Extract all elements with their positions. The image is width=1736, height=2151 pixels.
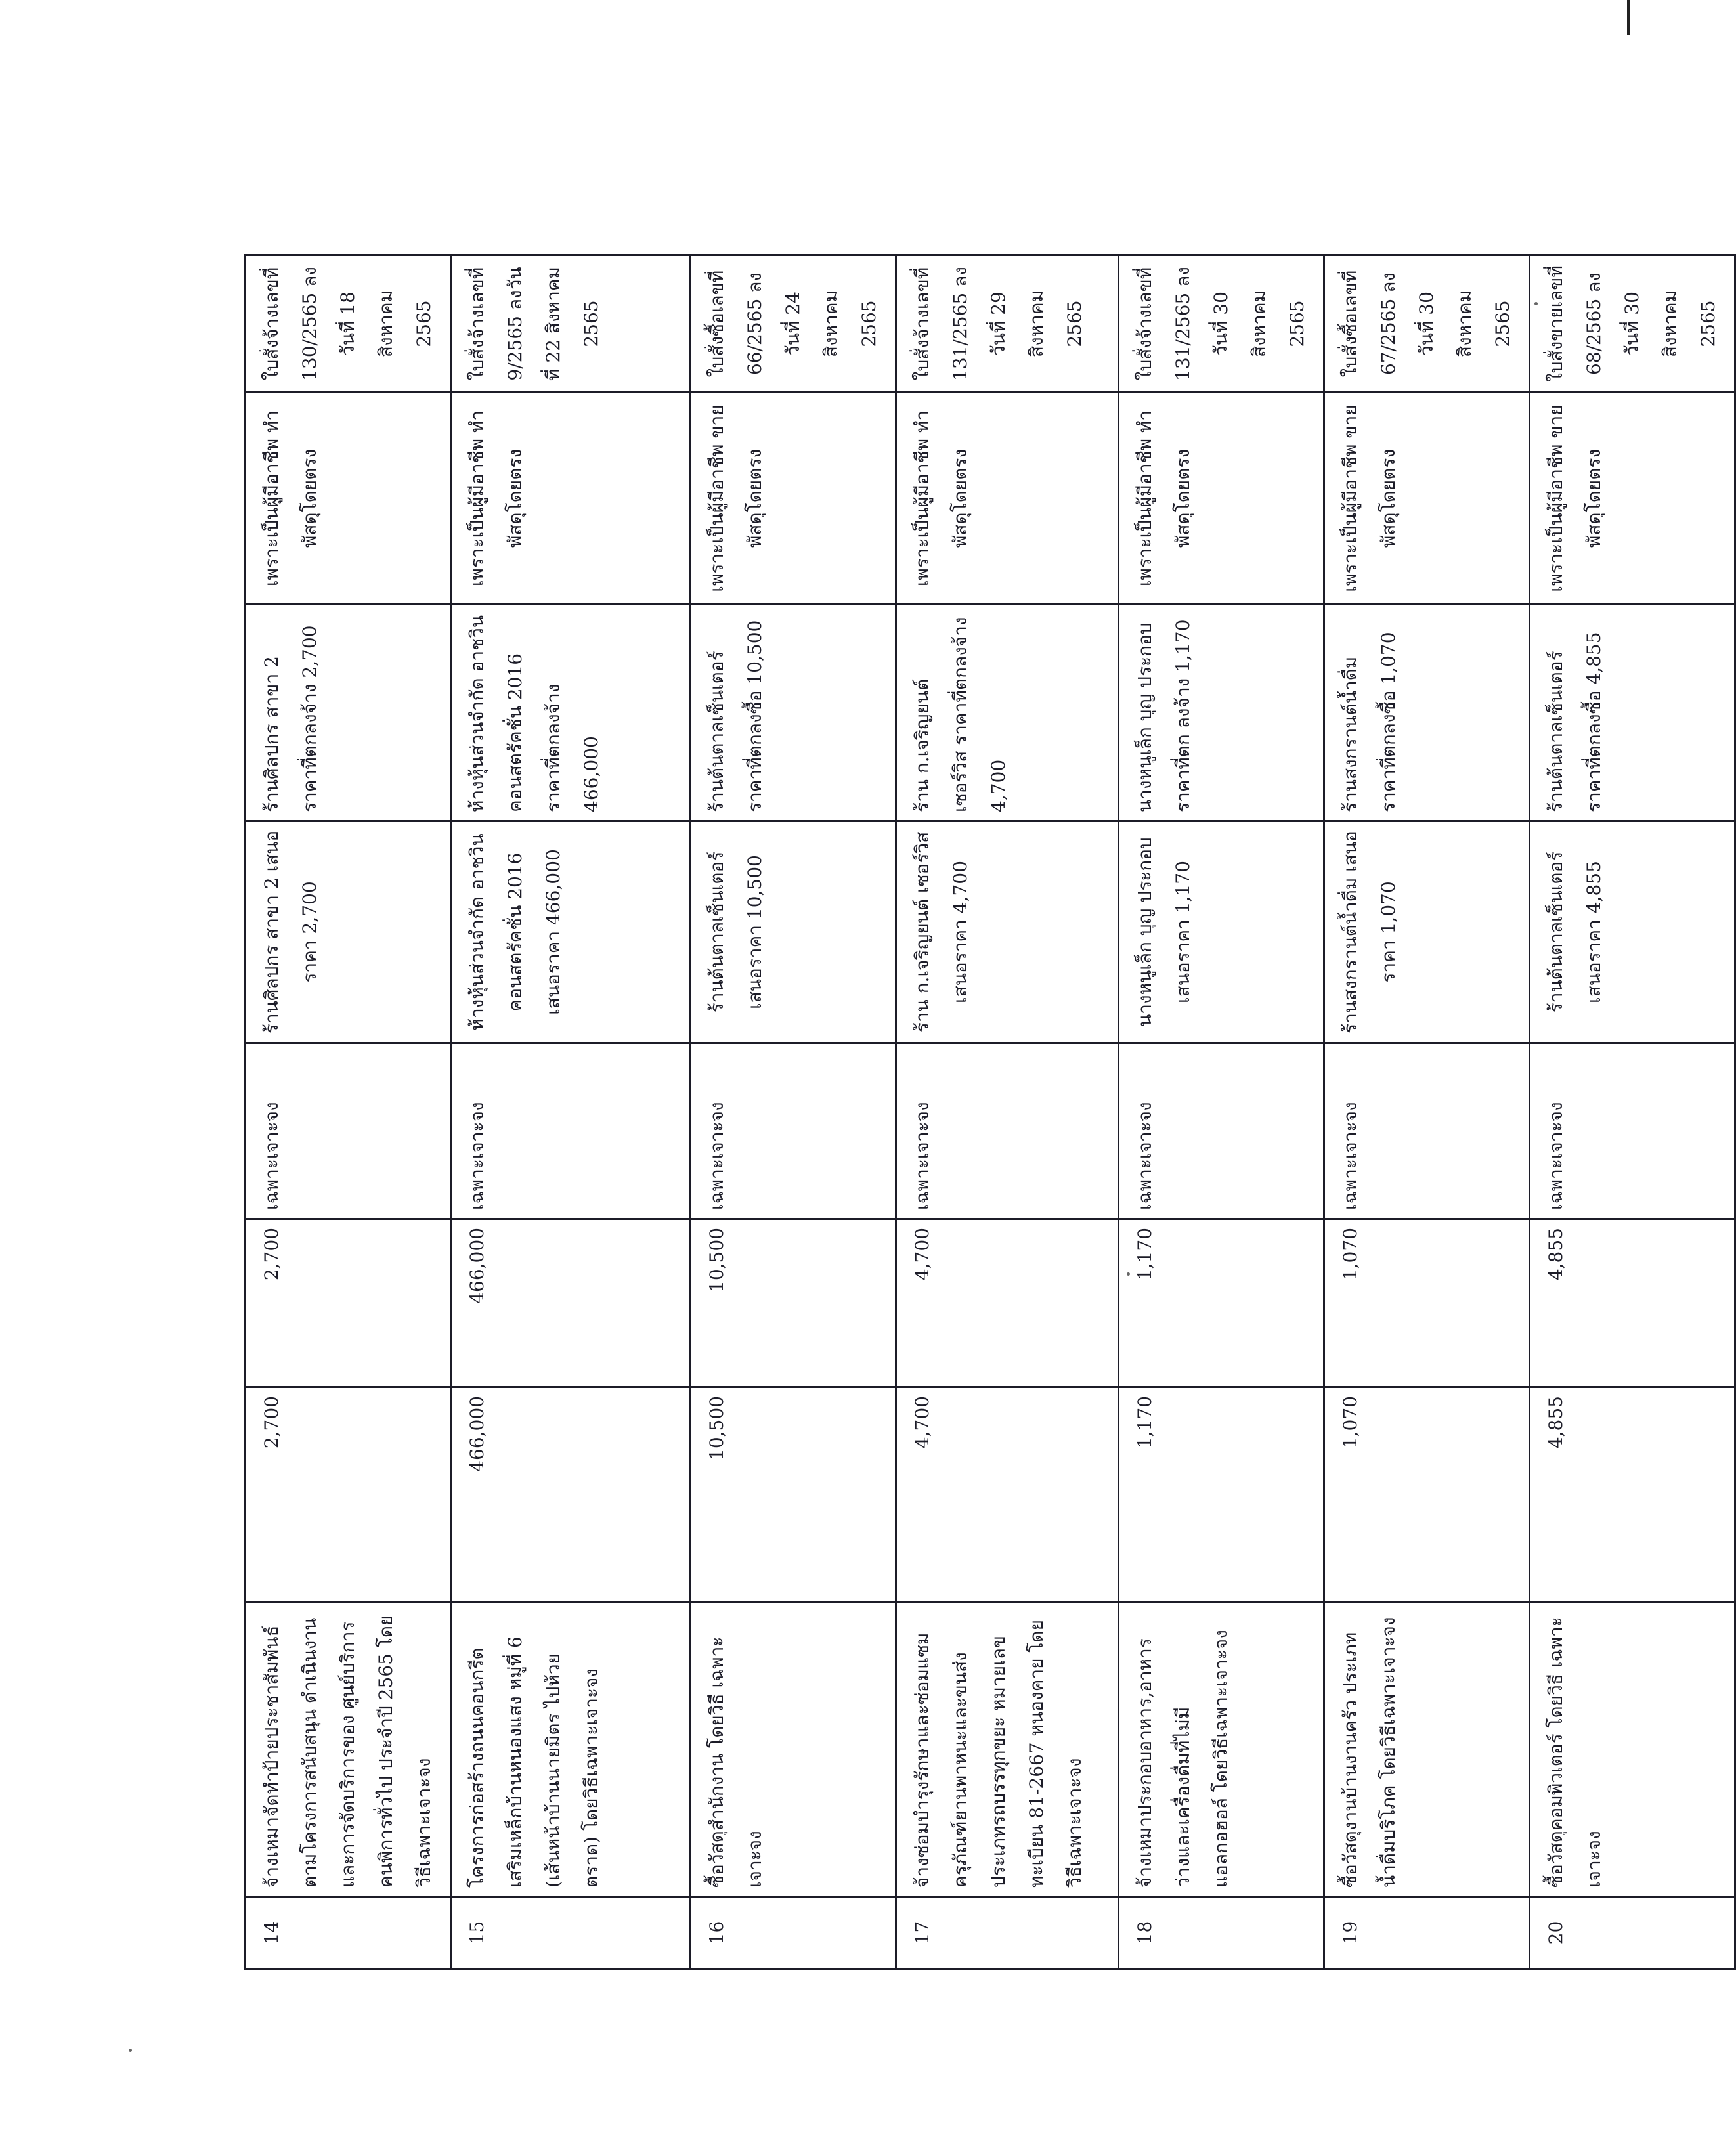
selected-vendor-cell: ร้าน ก.เจริญยนต์ เซอร์วิส ราคาที่ตกลงจ้าง 4,700 (896, 605, 1119, 821)
row-number-cell: 16 (691, 1897, 896, 1969)
item-description-cell: ซื้อวัสดุงานบ้านงานครัว ประเภท น้ำดื่มบริโภค โดยวิธีเฉพาะเจาะจง (1324, 1603, 1530, 1897)
selected-vendor-cell: ร้านสงกรานต์น้ำดื่ม ราคาที่ตกลงซื้อ 1,070 (1324, 605, 1530, 821)
row-number-cell: 17 (896, 1897, 1119, 1969)
median-price-cell: 4,700 (896, 1219, 1119, 1387)
bidder-offer-cell: ร้าน ก.เจริญยนต์ เซอร์วิส เสนอราคา 4,700 (896, 821, 1119, 1043)
bidder-offer-cell: ร้านศิลปกร สาขา 2 เสนอราคา 2,700 (246, 821, 451, 1043)
selected-vendor-cell: ร้านต้นตาลเซ็นเตอร์ ราคาที่ตกลงซื้อ 4,855 (1530, 605, 1735, 821)
selected-vendor-cell: นางหนูเล็ก บุญ ประกอบ ราคาที่ตก ลงจ้าง 1,170 (1119, 605, 1324, 821)
table-row (246, 255, 451, 1969)
row-number-cell: 19 (1324, 1897, 1530, 1969)
rotated-page (244, 256, 1719, 1970)
item-description-cell: โครงการก่อสร้างถนนคอนกรีต เสริมเหล็กบ้านหนองแสง หมู่ที่ 6 (เส้นหน้าบ้านนายมิตร ไปห้วยตราด) โดยวิธีเฉพาะเจาะจง (451, 1603, 691, 1897)
bidder-offer-cell: นางหนูเล็ก บุญ ประกอบ เสนอราคา 1,170 (1119, 821, 1324, 1043)
contract-reference-cell: ใบสั่งจ้างเลขที่ 9/2565 ลงวันที่ 22 สิงหาคม 2565 (451, 255, 691, 393)
median-price-cell: 1,070 (1324, 1219, 1530, 1387)
selection-reason-cell: เพราะเป็นผู้มีอาชีพ ขายพัสดุโดยตรง (1530, 393, 1735, 605)
procurement-method-cell: เฉพาะเจาะจง (896, 1043, 1119, 1219)
procurement-method-cell: เฉพาะเจาะจง (246, 1043, 451, 1219)
table-row (691, 255, 896, 1969)
item-description-cell: จ้างซ่อมบำรุงรักษาและซ่อมแซม ครุภัณฑ์ยานพาหนะและขนส่ง ประเภทรถบรรทุกขยะ หมายเลข ทะเบียน 81-2667 หนองคาย โดย วิธีเฉพาะเจาะจง (896, 1603, 1119, 1897)
procurement-method-cell: เฉพาะเจาะจง (451, 1043, 691, 1219)
procurement-method-cell: เฉพาะเจาะจง (1324, 1043, 1530, 1219)
table-row (1530, 255, 1735, 1969)
procurement-method-cell: เฉพาะเจาะจง (691, 1043, 896, 1219)
selection-reason-cell: เพราะเป็นผู้มีอาชีพ ขายพัสดุโดยตรง (1324, 393, 1530, 605)
median-price-cell: 1,170 (1119, 1219, 1324, 1387)
selected-vendor-cell: ร้านต้นตาลเซ็นเตอร์ ราคาที่ตกลงซื้อ 10,500 (691, 605, 896, 821)
median-price-cell: 2,700 (246, 1219, 451, 1387)
table-body (246, 255, 1735, 1969)
contract-reference-cell: ใบสั่งขายเลขที่ 68/2565 ลงวันที่ 30 สิงหาคม 2565 (1530, 255, 1735, 393)
median-price-cell: 4,855 (1530, 1219, 1735, 1387)
selected-vendor-cell: ห้างหุ้นส่วนจำกัด อาชวิน คอนสตรัคชั่น 2016 ราคาที่ตกลงจ้าง 466,000 (451, 605, 691, 821)
row-number-cell: 14 (246, 1897, 451, 1969)
selection-reason-cell: เพราะเป็นผู้มีอาชีพ ขายพัสดุโดยตรง (691, 393, 896, 605)
item-description-cell: จ้างเหมาประกอบอาหาร,อาหาร ว่างและเครื่องดื่มที่ไม่มี แอลกอฮอล์ โดยวิธีเฉพาะเจาะจง (1119, 1603, 1324, 1897)
table-row (896, 255, 1119, 1969)
bidder-offer-cell: ร้านต้นตาลเซ็นเตอร์ เสนอราคา 4,855 (1530, 821, 1735, 1043)
median-price-cell: 466,000 (451, 1219, 691, 1387)
item-description-cell: จ้างเหมาจัดทำป้ายประชาสัมพันธ์ ตามโครงการสนับสนุน ดำเนินงานและการจัดบริการของ ศูนย์บริการคนพิการทั่วไป ประจำปี 2565 โดยวิธีเฉพาะเจาะจง (246, 1603, 451, 1897)
item-description-cell: ซื้อวัสดุสำนักงาน โดยวิธี เฉพาะเจาะจง (691, 1603, 896, 1897)
scan-speck (129, 2049, 132, 2052)
bidder-offer-cell: ร้านต้นตาลเซ็นเตอร์ เสนอราคา 10,500 (691, 821, 896, 1043)
median-price-cell: 10,500 (691, 1219, 896, 1387)
bidder-offer-cell: ห้างหุ้นส่วนจำกัด อาชวิน คอนสตรัคชั่น 2016 เสนอราคา 466,000 (451, 821, 691, 1043)
row-number-cell: 20 (1530, 1897, 1735, 1969)
budget-amount-cell: 4,700 (896, 1387, 1119, 1603)
scan-edge-mark (1627, 0, 1630, 35)
table-row (1119, 255, 1324, 1969)
budget-amount-cell: 1,070 (1324, 1387, 1530, 1603)
budget-amount-cell: 2,700 (246, 1387, 451, 1603)
contract-reference-cell: ใบสั่งจ้างเลขที่ 131/2565 ลงวันที่ 30 สิงหาคม 2565 (1119, 255, 1324, 393)
item-description-cell: ซื้อวัสดุคอมพิวเตอร์ โดยวิธี เฉพาะเจาะจง (1530, 1603, 1735, 1897)
selection-reason-cell: เพราะเป็นผู้มีอาชีพ ทำพัสดุโดยตรง (246, 393, 451, 605)
procurement-method-cell: เฉพาะเจาะจง (1119, 1043, 1324, 1219)
contract-reference-cell: ใบสั่งจ้างเลขที่ 131/2565 ลงวันที่ 29 สิงหาคม 2565 (896, 255, 1119, 393)
contract-reference-cell: ใบสั่งซื้อเลขที่ 67/2565 ลงวันที่ 30 สิงหาคม 2565 (1324, 255, 1530, 393)
selection-reason-cell: เพราะเป็นผู้มีอาชีพ ทำพัสดุโดยตรง (896, 393, 1119, 605)
table-row (451, 255, 691, 1969)
row-number-cell: 15 (451, 1897, 691, 1969)
contract-reference-cell: ใบสั่งจ้างเลขที่ 130/2565 ลงวันที่ 18 สิงหาคม 2565 (246, 255, 451, 393)
selection-reason-cell: เพราะเป็นผู้มีอาชีพ ทำพัสดุโดยตรง (451, 393, 691, 605)
budget-amount-cell: 10,500 (691, 1387, 896, 1603)
procurement-table (244, 254, 1736, 1970)
budget-amount-cell: 466,000 (451, 1387, 691, 1603)
selection-reason-cell: เพราะเป็นผู้มีอาชีพ ทำพัสดุโดยตรง (1119, 393, 1324, 605)
bidder-offer-cell: ร้านสงกรานต์น้ำดื่ม เสนอราคา 1,070 (1324, 821, 1530, 1043)
procurement-method-cell: เฉพาะเจาะจง (1530, 1043, 1735, 1219)
budget-amount-cell: 4,855 (1530, 1387, 1735, 1603)
selected-vendor-cell: ร้านศิลปกร สาขา 2 ราคาที่ตกลงจ้าง 2,700 (246, 605, 451, 821)
budget-amount-cell: 1,170 (1119, 1387, 1324, 1603)
contract-reference-cell: ใบสั่งซื้อเลขที่ 66/2565 ลงวันที่ 24 สิงหาคม 2565 (691, 255, 896, 393)
row-number-cell: 18 (1119, 1897, 1324, 1969)
table-row (1324, 255, 1530, 1969)
